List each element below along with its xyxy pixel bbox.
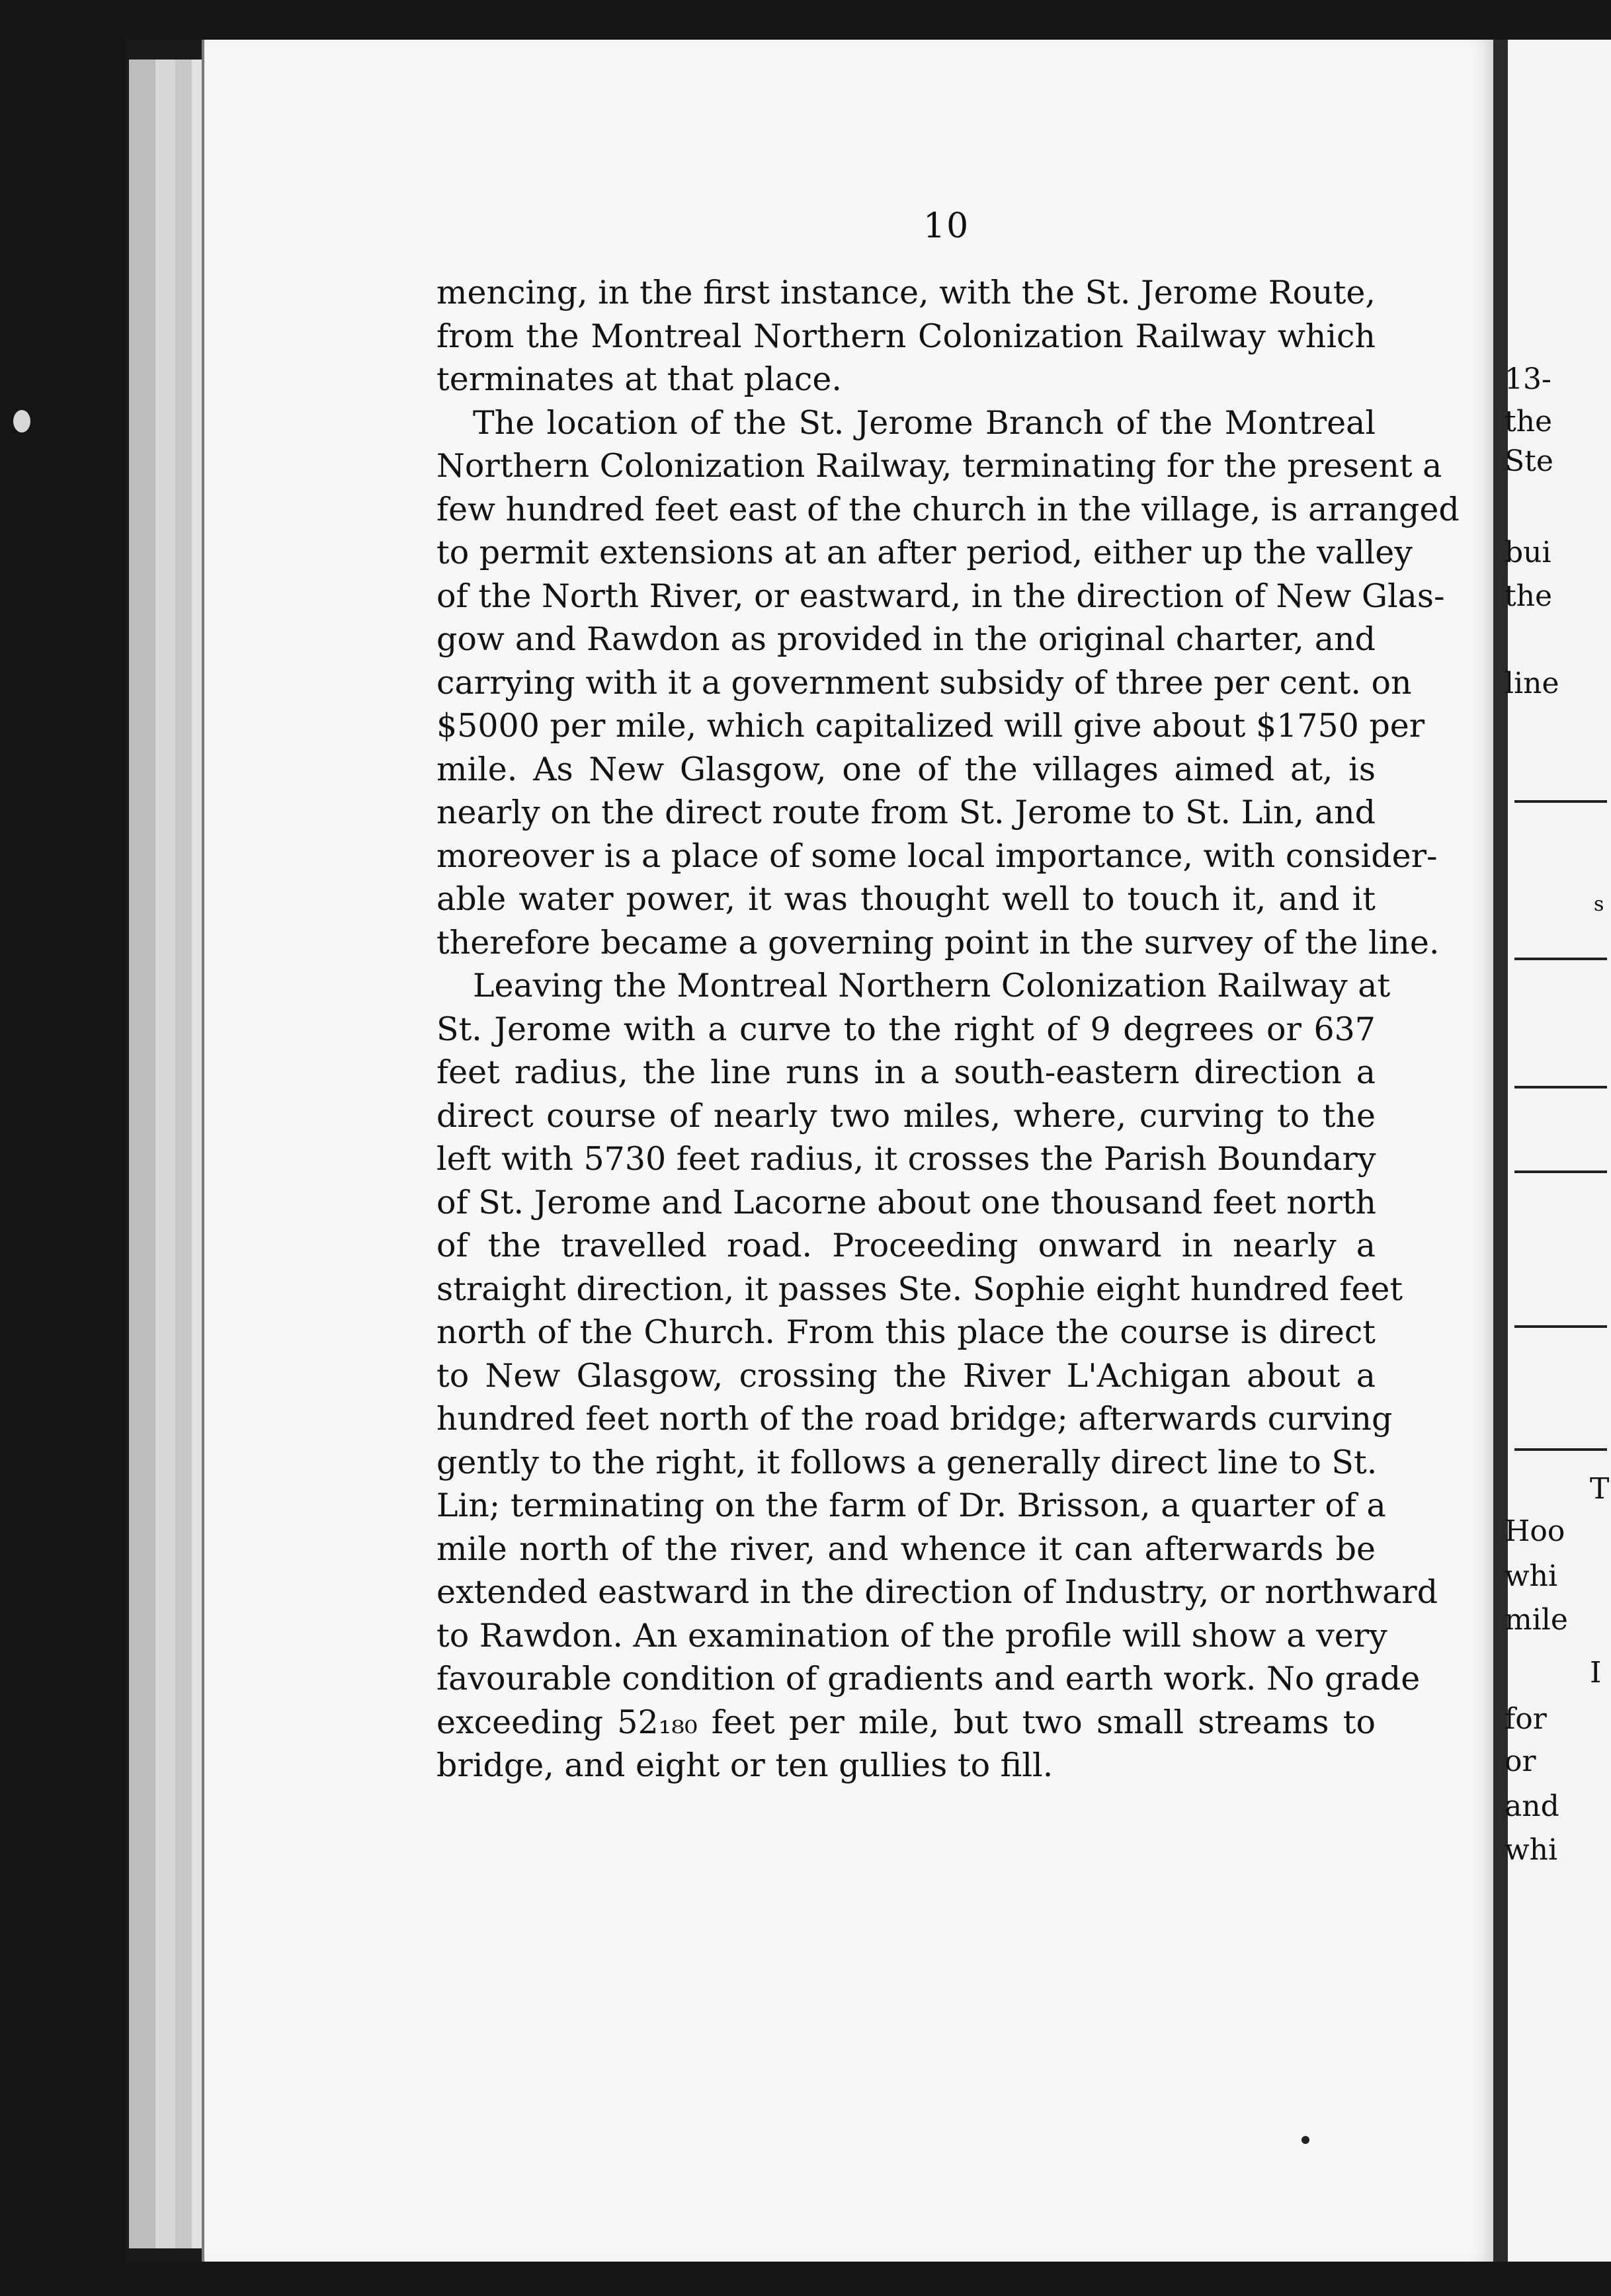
facing-page-fragment: Ste <box>1505 444 1553 478</box>
text-line: carrying with it a government subsidy of three per cent. on <box>436 663 1412 702</box>
facing-page-rule <box>1514 1170 1607 1173</box>
text-line: from the Montreal Northern Colonization Railway which <box>436 317 1376 355</box>
facing-page-fragment: the <box>1505 405 1553 438</box>
facing-page-fragment: for <box>1505 1702 1547 1736</box>
facing-page-fragment: or <box>1505 1744 1536 1778</box>
facing-page-fragment: bui <box>1505 536 1551 569</box>
text-line: able water power, it was thought well to touch it, and it <box>436 880 1376 918</box>
text-line: favourable condition of gradients and earth work. No grade <box>436 1660 1421 1698</box>
facing-page-rule <box>1514 958 1607 960</box>
scan-speck <box>1301 2136 1309 2144</box>
text-line: Northern Colonization Railway, terminating for the present a <box>436 447 1442 485</box>
text-line: hundred feet north of the road bridge; afterwards curving <box>436 1400 1393 1438</box>
text-line: extended eastward in the direction of Industry, or northward <box>436 1573 1438 1611</box>
facing-page-fragment: I <box>1590 1656 1602 1690</box>
text-line: feet radius, the line runs in a south-eastern direction a <box>436 1053 1376 1091</box>
text-line: bridge, and eight or ten gullies to fill. <box>436 1746 1053 1784</box>
text-line: north of the Church. From this place the course is direct <box>436 1313 1376 1351</box>
facing-page-rule <box>1514 1448 1607 1451</box>
page-edge <box>155 60 177 2248</box>
scan-speck <box>13 410 30 432</box>
facing-page-fragment: s <box>1594 893 1604 916</box>
facing-page-fragment: whi <box>1505 1559 1558 1593</box>
text-line: gow and Rawdon as provided in the original charter, and <box>436 620 1376 658</box>
text-line: $5000 per mile, which capitalized will give about $1750 per <box>436 707 1425 745</box>
page-edge <box>175 60 194 2248</box>
page-number: 10 <box>923 206 970 246</box>
facing-page-fragment: Hoo <box>1505 1514 1565 1548</box>
facing-page-rule <box>1514 800 1607 803</box>
text-line: St. Jerome with a curve to the right of 9 degrees or 637 <box>436 1010 1376 1048</box>
text-line: to Rawdon. An examination of the profile will show a very <box>436 1616 1387 1655</box>
text-line: Lin; terminating on the farm of Dr. Brisson, a quarter of a <box>436 1487 1386 1524</box>
facing-page-fragment: and <box>1505 1789 1559 1823</box>
page-edge <box>129 60 157 2248</box>
facing-page-fragment: T <box>1590 1472 1610 1506</box>
facing-page-fragment: mile <box>1505 1603 1568 1637</box>
scan-border-left <box>0 0 126 2296</box>
facing-page-fragment: whi <box>1505 1833 1558 1867</box>
text-line: therefore became a governing point in the survey of the line. <box>436 923 1440 962</box>
text-line: to permit extensions at an after period, either up the valley <box>436 534 1413 571</box>
text-line: straight direction, it passes Ste. Sophie eight hundred feet <box>436 1270 1403 1308</box>
text-line: mile north of the river, and whence it can afterwards be <box>436 1530 1376 1568</box>
text-line: mencing, in the first instance, with the St. Jerome Route, <box>436 274 1376 311</box>
scan-border-bottom <box>0 2262 1611 2296</box>
text-line: of St. Jerome and Lacorne about one thousand feet north <box>436 1183 1377 1221</box>
body-text <box>436 271 1460 1787</box>
text-line: of the travelled road. Proceeding onward in nearly a <box>436 1227 1376 1264</box>
text-line: gently to the right, it follows a generally direct line to St. <box>436 1443 1378 1481</box>
facing-page-fragment: the <box>1505 579 1553 613</box>
scan-border-top <box>0 0 1611 40</box>
text-line: terminates at that place. <box>436 360 842 398</box>
text-line: Leaving the Montreal Northern Colonization Railway at <box>473 967 1391 1004</box>
text-line: few hundred feet east of the church in the village, is arranged <box>436 490 1460 528</box>
text-line: nearly on the direct route from St. Jerome to St. Lin, and <box>436 794 1376 831</box>
facing-page-rule <box>1514 1086 1607 1088</box>
text-line: direct course of nearly two miles, where, curving to the <box>436 1096 1376 1135</box>
text-line: to New Glasgow, crossing the River L'Achigan about a <box>436 1356 1376 1395</box>
text-line: mile. As New Glasgow, one of the villages aimed at, is <box>436 750 1376 788</box>
facing-page-fragment: line <box>1505 667 1559 700</box>
text-line: exceeding 52₁₈₀ feet per mile, but two small streams to <box>436 1703 1376 1741</box>
text-line: of the North River, or eastward, in the direction of New Glas- <box>436 577 1445 615</box>
text-line: moreover is a place of some local importance, with consider- <box>436 837 1438 875</box>
facing-page-fragment: 13- <box>1505 362 1551 396</box>
text-line: left with 5730 feet radius, it crosses the Parish Boundary <box>436 1140 1376 1178</box>
text-line: The location of the St. Jerome Branch of the Montreal <box>473 403 1376 442</box>
facing-page-rule <box>1514 1325 1607 1328</box>
